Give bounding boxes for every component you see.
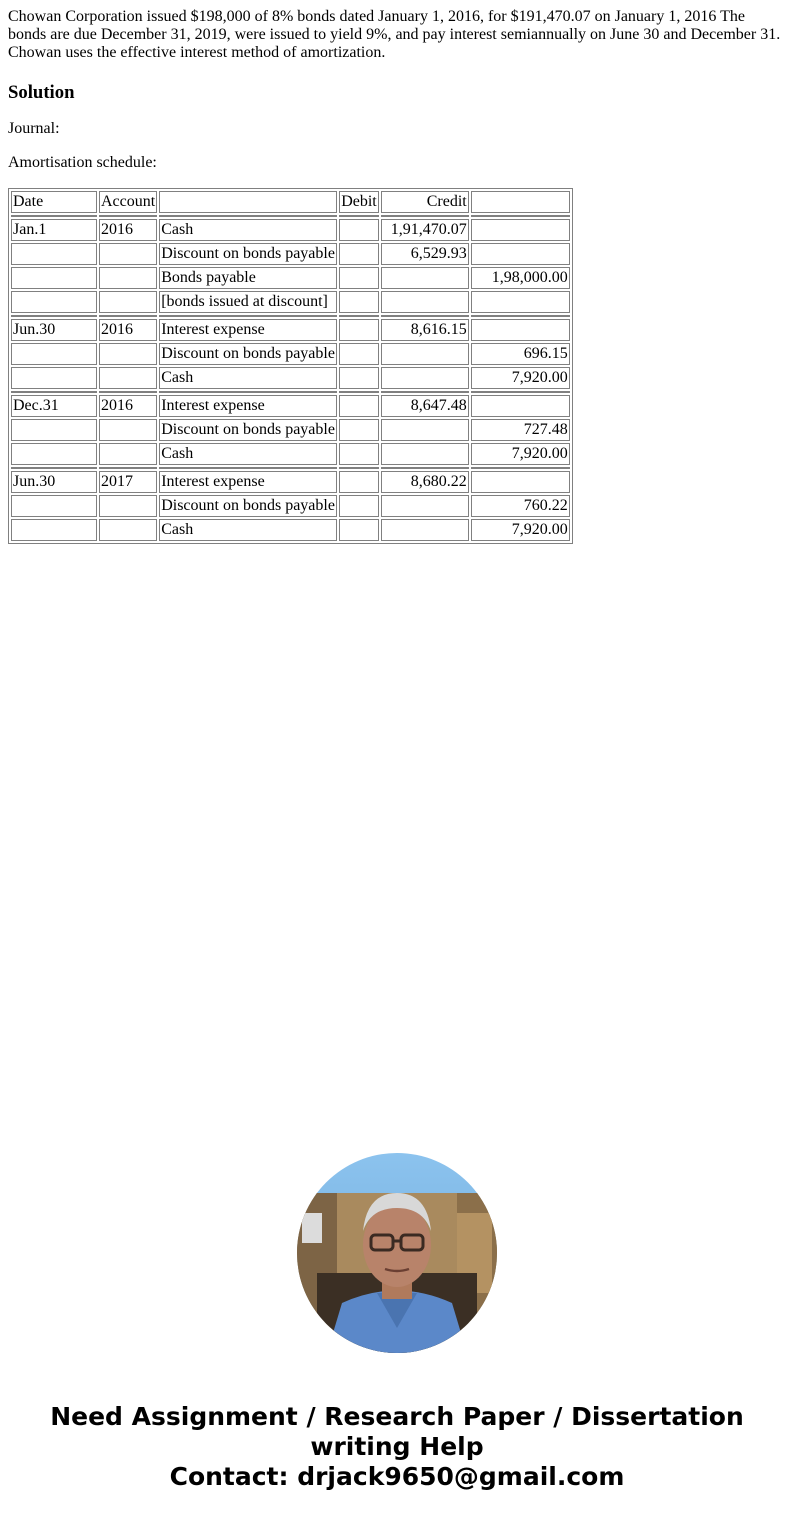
table-cell — [99, 495, 157, 517]
table-cell — [11, 519, 97, 541]
table-cell: 7,920.00 — [471, 519, 570, 541]
table-cell — [339, 395, 379, 417]
table-cell: 6,529.93 — [381, 243, 469, 265]
table-cell: 1,98,000.00 — [471, 267, 570, 289]
banner-line-3: Contact: drjack9650@gmail.com — [169, 1462, 625, 1491]
table-row — [11, 419, 570, 441]
solution-heading: Solution — [8, 82, 75, 103]
journal-label: Journal: — [8, 120, 60, 137]
table-cell: Account — [99, 191, 157, 213]
table-cell — [339, 343, 379, 365]
table-cell — [99, 343, 157, 365]
table-cell: 727.48 — [471, 419, 570, 441]
table-cell — [11, 291, 97, 313]
table-cell — [471, 291, 570, 313]
table-separator — [11, 215, 570, 217]
table-cell — [471, 395, 570, 417]
table-cell: Interest expense — [159, 471, 337, 493]
table-cell: 2016 — [99, 219, 157, 241]
table-cell: Interest expense — [159, 395, 337, 417]
table-cell — [11, 267, 97, 289]
table-row — [11, 343, 570, 365]
table-cell: Discount on bonds payable — [159, 495, 337, 517]
table-cell: Jun.30 — [11, 471, 97, 493]
table-row — [11, 219, 570, 241]
table-cell: Cash — [159, 367, 337, 389]
portrait-image — [297, 1153, 497, 1353]
table-cell — [339, 419, 379, 441]
table-cell — [339, 519, 379, 541]
table-cell: Debit — [339, 191, 379, 213]
table-cell — [471, 219, 570, 241]
table-cell — [99, 243, 157, 265]
table-cell: Cash — [159, 519, 337, 541]
table-cell — [339, 267, 379, 289]
table-row — [11, 443, 570, 465]
table-cell — [381, 519, 469, 541]
table-cell — [339, 319, 379, 341]
table-cell: Cash — [159, 443, 337, 465]
table-cell: 8,616.15 — [381, 319, 469, 341]
table-cell: 2017 — [99, 471, 157, 493]
table-cell — [11, 367, 97, 389]
table-cell — [381, 443, 469, 465]
table-row — [11, 319, 570, 341]
banner-line-2: writing Help — [310, 1432, 484, 1461]
table-cell — [11, 243, 97, 265]
table-cell — [381, 495, 469, 517]
table-cell: 8,680.22 — [381, 471, 469, 493]
table-cell — [11, 443, 97, 465]
table-cell: Dec.31 — [11, 395, 97, 417]
banner-line-1: Need Assignment / Research Paper / Dissertation — [50, 1402, 744, 1431]
table-cell — [471, 319, 570, 341]
table-cell: 8,647.48 — [381, 395, 469, 417]
table-cell — [339, 291, 379, 313]
table-cell: Interest expense — [159, 319, 337, 341]
table-cell — [99, 367, 157, 389]
table-cell — [99, 267, 157, 289]
table-row — [11, 367, 570, 389]
table-cell: 7,920.00 — [471, 443, 570, 465]
table-cell — [99, 419, 157, 441]
table-cell — [339, 471, 379, 493]
table-row — [11, 291, 570, 313]
document-content — [8, 0, 786, 544]
table-cell: [bonds issued at discount] — [159, 291, 337, 313]
table-cell: 1,91,470.07 — [381, 219, 469, 241]
table-row — [11, 267, 570, 289]
table-cell — [11, 343, 97, 365]
table-row — [11, 471, 570, 493]
table-cell: Discount on bonds payable — [159, 343, 337, 365]
table-cell — [471, 471, 570, 493]
table-cell — [381, 343, 469, 365]
table-row — [11, 495, 570, 517]
table-cell — [159, 191, 337, 213]
table-cell — [339, 443, 379, 465]
table-cell: 2016 — [99, 395, 157, 417]
table-cell: Discount on bonds payable — [159, 419, 337, 441]
table-cell — [339, 495, 379, 517]
table-cell: Jun.30 — [11, 319, 97, 341]
table-cell: Jan.1 — [11, 219, 97, 241]
table-cell — [471, 243, 570, 265]
table-separator — [11, 467, 570, 469]
table-cell — [381, 367, 469, 389]
table-header-row — [11, 191, 570, 213]
table-cell — [99, 291, 157, 313]
table-cell: 2016 — [99, 319, 157, 341]
table-cell: 696.15 — [471, 343, 570, 365]
table-cell: Cash — [159, 219, 337, 241]
table-cell — [381, 419, 469, 441]
table-cell — [381, 267, 469, 289]
table-cell: 760.22 — [471, 495, 570, 517]
table-cell — [381, 291, 469, 313]
table-cell — [339, 243, 379, 265]
author-avatar — [297, 1153, 497, 1353]
contact-banner — [0, 1402, 794, 1492]
amortisation-table — [8, 188, 573, 544]
table-cell — [471, 191, 570, 213]
table-cell: Credit — [381, 191, 469, 213]
table-cell — [99, 519, 157, 541]
problem-statement: Chowan Corporation issued $198,000 of 8% bonds dated January 1, 2016, for $191,470.07 on January 1, 2016 The bonds are due December 31, 2019, were issued to yield 9%, and pay interest semiannually on June 30 and December 31. Chowan uses the effective interest method of amortization. — [8, 8, 781, 61]
table-separator — [11, 315, 570, 317]
table-cell — [339, 367, 379, 389]
table-cell: 7,920.00 — [471, 367, 570, 389]
table-cell: Bonds payable — [159, 267, 337, 289]
table-cell — [11, 419, 97, 441]
table-cell — [11, 495, 97, 517]
table-row — [11, 519, 570, 541]
table-cell — [339, 219, 379, 241]
table-cell — [99, 443, 157, 465]
table-cell: Date — [11, 191, 97, 213]
schedule-label: Amortisation schedule: — [8, 154, 157, 171]
table-separator — [11, 391, 570, 393]
table-row — [11, 243, 570, 265]
table-cell: Discount on bonds payable — [159, 243, 337, 265]
table-row — [11, 395, 570, 417]
